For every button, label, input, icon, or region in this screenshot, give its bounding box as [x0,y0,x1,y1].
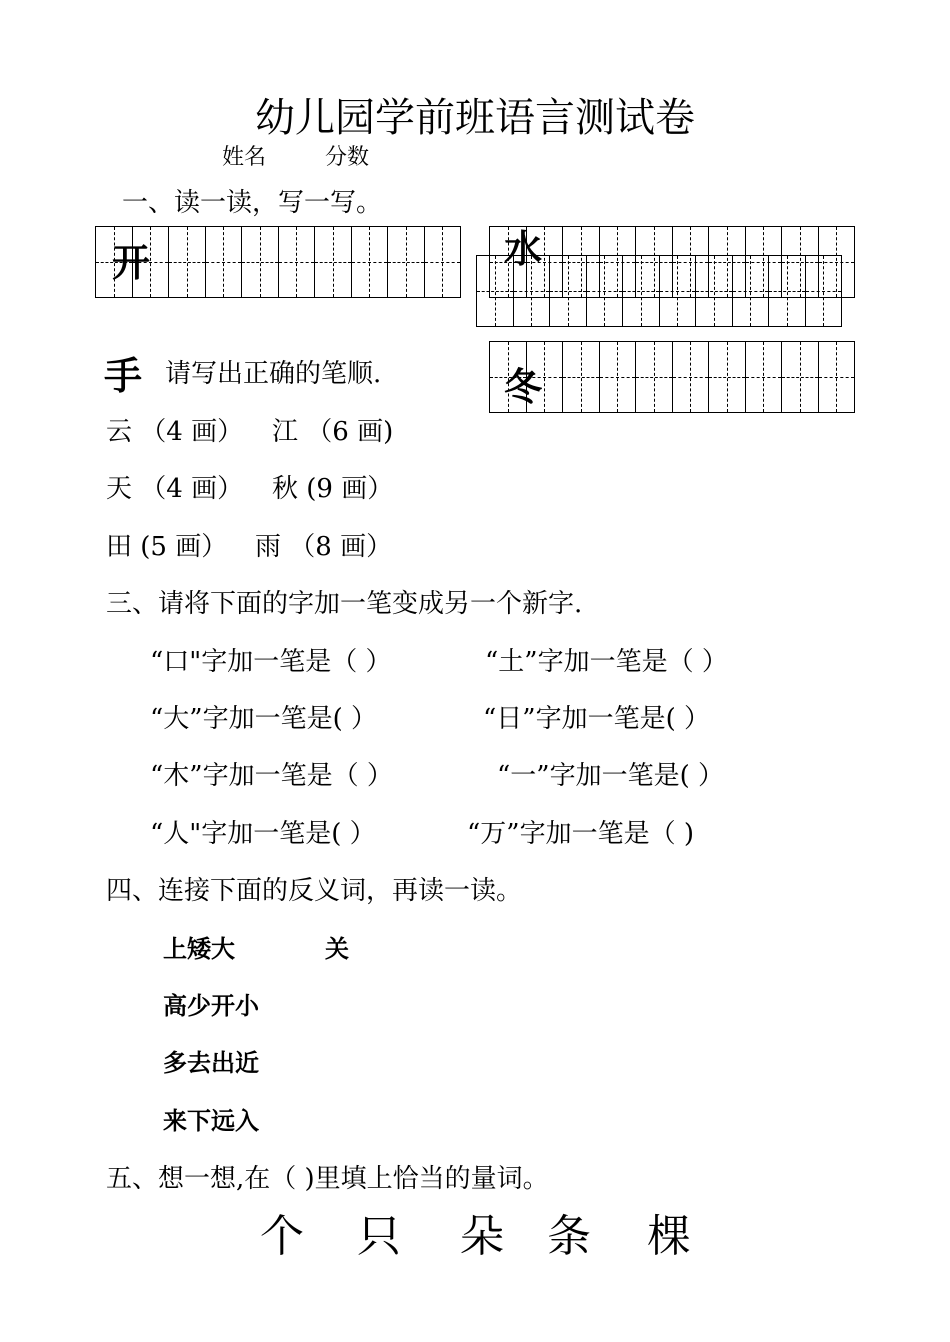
grid-char-shou: 手 [104,353,143,398]
grid-cell [599,341,637,413]
antonym-extra: 关 [325,935,349,963]
name-label: 姓名 [222,145,267,170]
grid-cell [622,255,660,327]
grid-cell [818,341,856,413]
antonym-row-4: 来下远入 [163,1107,259,1135]
measure-word-1: 个 [260,1211,304,1262]
grid-cell [278,226,316,298]
grid-char-kai: 开 [112,240,151,285]
measure-word-2: 只 [357,1211,401,1262]
grid-cell [732,255,770,327]
add-stroke-row-2a: “大”字加一笔是( ） [150,704,377,734]
grid-cell [672,341,710,413]
antonym-row-1: 上矮大 [163,935,235,963]
grid-cell [805,255,843,327]
grid-cell [513,255,551,327]
grid-cell [549,255,587,327]
stroke-row-1a: 云 （4 画） [106,417,244,447]
grid-cell [351,226,389,298]
section5-heading: 五、想一想,在（ )里填上恰当的量词。 [106,1164,549,1194]
stroke-row-3a: 田 (5 画） [106,532,228,562]
page-title: 幼儿园学前班语言测试卷 [255,95,695,141]
section3-heading: 三、请将下面的字加一笔变成另一个新字. [106,589,583,619]
grid-cell [781,341,819,413]
measure-word-5: 棵 [647,1211,691,1262]
grid-cell [387,226,425,298]
writing-grid-4 [489,341,855,413]
grid-cell [241,226,279,298]
grid-char-dong: 冬 [504,364,543,409]
grid-cell [168,226,206,298]
add-stroke-row-2b: “日”字加一笔是( ） [483,704,710,734]
score-label: 分数 [325,145,370,170]
measure-word-3: 朵 [460,1211,504,1262]
grid-cell [562,341,600,413]
grid-cell [314,226,352,298]
grid-cell [745,341,783,413]
add-stroke-row-4b: “万”字加一笔是（ ) [467,819,694,849]
add-stroke-row-1b: “土”字加一笔是（ ） [485,647,728,677]
stroke-row-1b: 江 （6 画) [272,417,394,447]
grid-cell [205,226,243,298]
grid-cell [586,255,624,327]
add-stroke-row-1a: “口"字加一笔是（ ） [150,647,392,677]
stroke-row-3b: 雨 （8 画） [255,532,393,562]
add-stroke-row-3b: “一”字加一笔是( ） [497,761,724,791]
grid-cell [424,226,462,298]
grid-cell [476,255,514,327]
grid-char-shui: 水 [504,226,543,271]
grid-cell [635,341,673,413]
antonym-row-2: 高少开小 [163,992,259,1020]
grid-cell [768,255,806,327]
stroke-row-2a: 天 （4 画） [106,474,244,504]
section4-heading: 四、连接下面的反义词，再读一读。 [106,876,523,906]
add-stroke-row-3a: “木”字加一笔是（ ） [150,761,393,791]
stroke-order-instruction: 请写出正确的笔顺. [165,359,382,389]
section1-heading: 一、读一读，写一写。 [122,188,383,218]
antonym-row-3: 多去出近 [163,1049,259,1077]
writing-grid-3 [476,255,842,327]
add-stroke-row-4a: “人"字加一笔是( ） [150,819,376,849]
grid-cell [659,255,697,327]
measure-word-4: 条 [547,1211,591,1262]
stroke-row-2b: 秋 (9 画） [272,474,394,504]
grid-cell [695,255,733,327]
grid-cell [708,341,746,413]
